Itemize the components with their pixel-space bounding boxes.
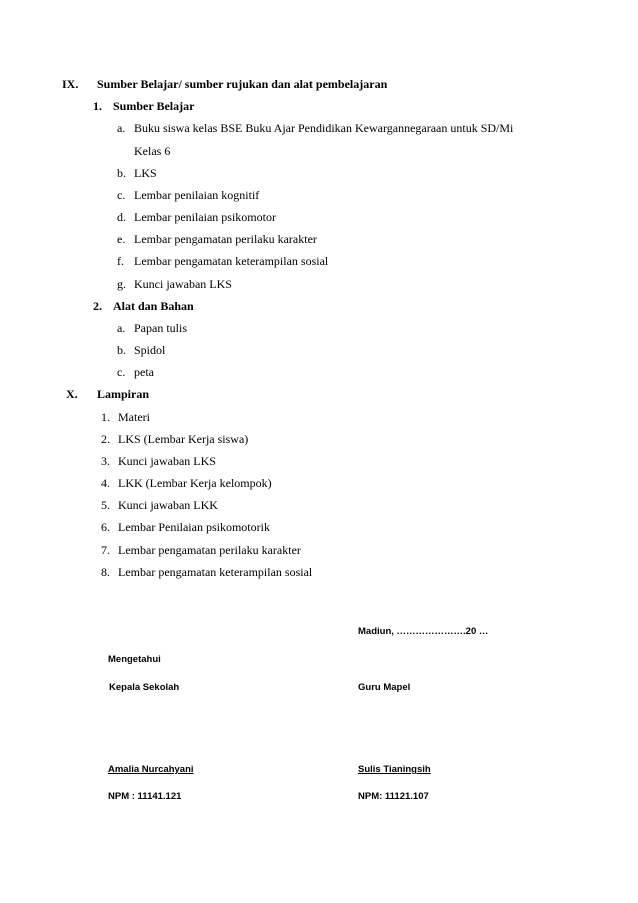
section-x-heading xyxy=(0,383,638,405)
list-item-number: 5. xyxy=(101,498,110,513)
list-item-text: Materi xyxy=(118,409,150,424)
section-number: X. xyxy=(66,387,78,402)
list-item xyxy=(0,561,638,583)
list-item-letter: a. xyxy=(117,121,126,136)
list-item-number: 7. xyxy=(101,542,110,557)
list-item-letter: a. xyxy=(117,320,126,335)
list-item-letter: c. xyxy=(117,187,126,202)
right-signer-name: Sulis Tianingsih xyxy=(358,764,431,775)
list-item-letter: b. xyxy=(117,165,126,180)
list-item-letter: e. xyxy=(117,232,126,247)
list-item xyxy=(0,428,638,450)
list-item-letter: b. xyxy=(117,343,126,358)
list-item-letter: c. xyxy=(117,365,126,380)
list-item-text: Buku siswa kelas BSE Buku Ajar Pendidikan Kewargannegaraan untuk SD/Mi xyxy=(134,121,514,136)
list-item-text: Lembar pengamatan perilaku karakter xyxy=(118,542,301,557)
section-number: IX. xyxy=(62,77,79,91)
subsection-heading-sumber-belajar xyxy=(0,95,638,117)
list-item xyxy=(0,162,638,184)
list-item-text: Lembar pengamatan keterampilan sosial xyxy=(118,564,313,579)
list-item-text: Spidol xyxy=(134,343,166,358)
list-item xyxy=(0,250,638,272)
subsection-number: 1. xyxy=(93,99,102,114)
left-signer-id: NPM : 11141.121 xyxy=(108,791,182,802)
list-item-text: Lembar penilaian kognitif xyxy=(134,187,260,202)
list-item xyxy=(0,406,638,428)
section-title: Sumber Belajar/ sumber rujukan dan alat pembelajaran xyxy=(97,77,388,91)
place-date: Madiun, ………………….20 … xyxy=(358,626,489,637)
list-item xyxy=(0,228,638,250)
subsection-heading-alat-dan-bahan xyxy=(0,295,638,317)
list-item-text: Lembar penilaian psikomotor xyxy=(134,210,276,225)
section-ix-heading xyxy=(0,73,638,95)
left-signer-name: Amalia Nurcahyani xyxy=(108,764,194,775)
list-item xyxy=(0,539,638,561)
list-item xyxy=(0,273,638,295)
list-item-number: 3. xyxy=(101,453,110,468)
list-item xyxy=(0,184,638,206)
list-item xyxy=(0,206,638,228)
list-item xyxy=(0,339,638,361)
list-item xyxy=(0,494,638,516)
subsection-title: Alat dan Bahan xyxy=(113,298,194,313)
list-item-letter: g. xyxy=(117,276,126,291)
list-item-letter: d. xyxy=(117,210,126,225)
list-item-text: LKK (Lembar Kerja kelompok) xyxy=(118,476,272,491)
list-item xyxy=(0,117,638,139)
left-signer-role: Kepala Sekolah xyxy=(109,682,180,693)
list-item-number: 4. xyxy=(101,476,110,491)
list-item-text: LKS (Lembar Kerja siswa) xyxy=(118,431,249,446)
subsection-title: Sumber Belajar xyxy=(113,99,195,114)
list-item-text: peta xyxy=(134,365,154,380)
list-item-number: 1. xyxy=(101,409,110,424)
list-item-text: LKS xyxy=(134,165,157,180)
list-item-text: Kelas 6 xyxy=(134,143,171,158)
list-item-number: 8. xyxy=(101,564,110,579)
list-item-text: Lembar pengamatan keterampilan sosial xyxy=(134,254,329,269)
list-item-letter: f. xyxy=(117,254,124,269)
list-item-text: Kunci jawaban LKS xyxy=(118,453,216,468)
list-item-text: Kunci jawaban LKS xyxy=(134,276,232,291)
document-body xyxy=(0,73,638,583)
acknowledged-label: Mengetahui xyxy=(108,654,161,665)
section-title: Lampiran xyxy=(97,387,150,402)
list-item-text: Papan tulis xyxy=(134,320,187,335)
list-item xyxy=(0,516,638,538)
list-item-text: Lembar Penilaian psikomotorik xyxy=(118,520,270,535)
list-item-text: Lembar pengamatan perilaku karakter xyxy=(134,232,317,247)
right-signer-role: Guru Mapel xyxy=(358,682,411,693)
list-item-text: Kunci jawaban LKK xyxy=(118,498,218,513)
list-item xyxy=(0,361,638,383)
subsection-number: 2. xyxy=(93,298,102,313)
list-item-number: 2. xyxy=(101,431,110,446)
list-item-continuation xyxy=(0,140,638,162)
list-item xyxy=(0,472,638,494)
list-item-number: 6. xyxy=(101,520,110,535)
list-item xyxy=(0,450,638,472)
list-item xyxy=(0,317,638,339)
right-signer-id: NPM: 11121.107 xyxy=(358,791,429,802)
